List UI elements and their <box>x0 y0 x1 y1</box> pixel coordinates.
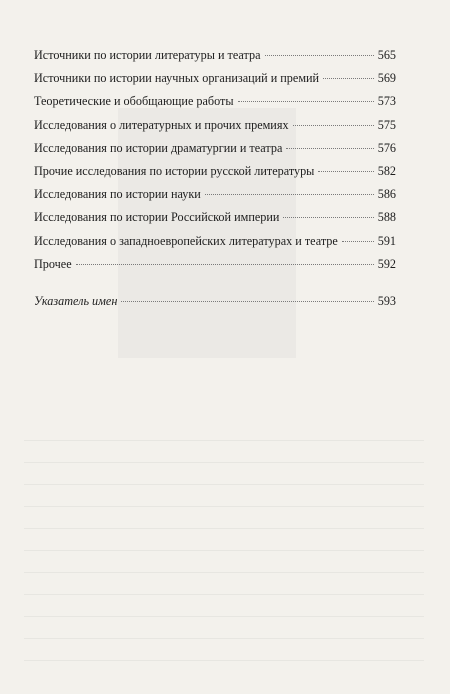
toc-leader-dots <box>293 125 374 126</box>
toc-leader-dots <box>342 241 374 242</box>
toc-entry[interactable] <box>34 160 396 183</box>
toc-entry-page: 573 <box>377 94 396 109</box>
toc-leader-dots <box>323 78 374 79</box>
toc-leader-dots <box>238 101 374 102</box>
toc-entry-page: 588 <box>377 210 396 225</box>
toc-entry-title: Теоретические и обобщающие работы <box>34 94 234 109</box>
toc-entry-title: Прочие исследования по истории русской литературы <box>34 163 315 178</box>
toc-entry-title: Источники по истории литературы и театра <box>34 48 261 62</box>
toc-entry-title: Указатель имен <box>34 293 118 308</box>
toc-entry[interactable] <box>34 253 396 276</box>
toc-entry[interactable] <box>34 183 396 206</box>
bleed-through-line <box>24 484 424 485</box>
toc-leader-dots <box>76 264 374 265</box>
bleed-through-line <box>24 660 424 661</box>
toc-leader-dots <box>286 148 373 149</box>
toc-leader-dots <box>318 171 373 172</box>
bleed-through-line <box>24 528 424 529</box>
toc-entry[interactable] <box>34 44 396 67</box>
toc-leader-dots <box>121 301 373 302</box>
toc-entry-title: Исследования по истории драматургии и театра <box>34 140 283 155</box>
toc-leader-dots <box>205 194 374 195</box>
toc-entry-page: 575 <box>377 117 396 132</box>
toc-entry-page: 592 <box>377 256 396 271</box>
toc-entry-title: Исследования по истории науки <box>34 187 201 202</box>
toc-entry[interactable] <box>34 67 396 90</box>
bleed-through-line <box>24 572 424 573</box>
toc-entry[interactable] <box>34 114 396 137</box>
toc-entry-title: Исследования о литературных и прочих премиях <box>34 117 289 132</box>
toc-entry-title: Исследования по истории Российской империи <box>34 210 280 225</box>
toc-leader-dots <box>283 217 373 218</box>
toc-leader-dots <box>265 55 374 56</box>
table-of-contents <box>34 44 396 313</box>
toc-entry-title: Источники по истории научных организаций и премий <box>34 71 320 86</box>
toc-entry-name-index[interactable] <box>34 290 396 313</box>
toc-entry-page: 591 <box>377 233 396 248</box>
toc-entry-page: 593 <box>377 293 396 308</box>
toc-entry[interactable] <box>34 206 396 229</box>
toc-entry-page: 565 <box>377 48 396 62</box>
bleed-through-line <box>24 638 424 639</box>
toc-entry[interactable] <box>34 230 396 253</box>
toc-entry-page: 576 <box>377 140 396 155</box>
toc-entry-page: 586 <box>377 187 396 202</box>
bleed-through-line <box>24 550 424 551</box>
toc-entry-title: Прочее <box>34 256 72 271</box>
toc-entry[interactable] <box>34 90 396 113</box>
bleed-through-line <box>24 462 424 463</box>
toc-entry[interactable] <box>34 137 396 160</box>
bleed-through-line <box>24 616 424 617</box>
toc-entry-page: 582 <box>377 163 396 178</box>
toc-entry-page: 569 <box>377 71 396 86</box>
bleed-through-line <box>24 440 424 441</box>
bleed-through-line <box>24 594 424 595</box>
toc-entry-title: Исследования о западноевропейских литературах и театре <box>34 233 338 248</box>
bleed-through-line <box>24 506 424 507</box>
